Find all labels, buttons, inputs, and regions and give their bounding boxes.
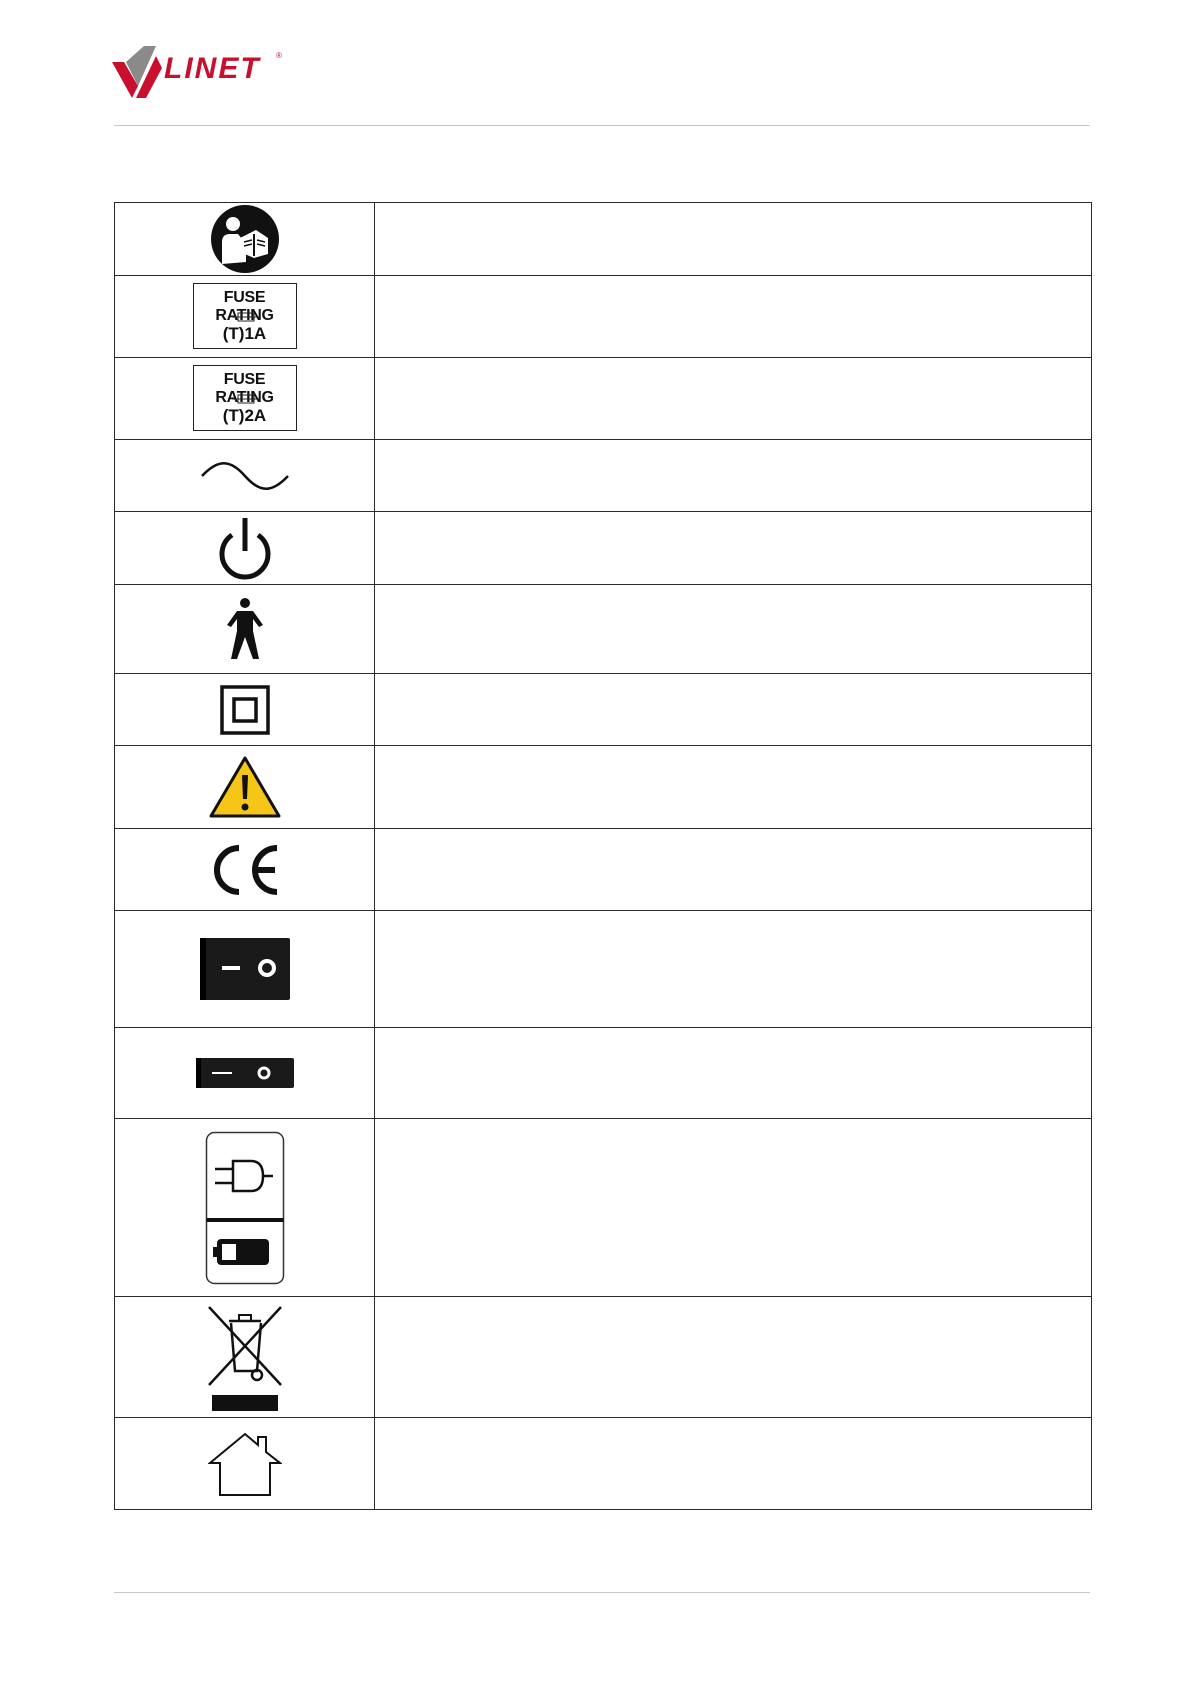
symbol-cell [115,746,375,829]
table-row [115,1418,1092,1510]
table-row [115,911,1092,1028]
table-row [115,203,1092,276]
symbol-cell [115,911,375,1028]
symbol-cell [115,1297,375,1418]
type-b-applied-part-icon [223,597,267,661]
description-cell [375,276,1092,358]
symbol-cell [115,674,375,746]
linet-logo [112,42,292,98]
fuse-rating-value: (T)2A [222,406,267,425]
table-row [115,746,1092,829]
fuse-rating-value: (T)1A [222,324,267,343]
registered-mark: ® [276,51,282,60]
symbol-cell [115,358,375,440]
fuse-rating-title: FUSE RATING [215,289,274,324]
description-cell [375,746,1092,829]
table-row [115,512,1092,585]
symbols-table [114,202,1092,1510]
table-row [115,1297,1092,1418]
fuse-rating-label [193,365,297,431]
symbol-cell [115,585,375,674]
power-standby-icon [215,515,275,581]
table-row [115,1119,1092,1297]
description-cell [375,203,1092,276]
main-switch-small-icon [196,1058,294,1088]
main-switch-large-icon [200,938,290,1000]
symbol-cell [115,276,375,358]
symbol-cell [115,440,375,512]
symbol-cell [115,512,375,585]
description-cell [375,1418,1092,1510]
symbol-cell [115,829,375,911]
description-cell [375,1297,1092,1418]
table-row [115,829,1092,911]
indoor-use-icon [208,1431,282,1497]
table-row [115,276,1092,358]
read-manual-icon [210,204,280,274]
ce-mark-icon [209,844,281,896]
description-cell [375,585,1092,674]
table-row [115,674,1092,746]
fuse-icon [232,312,260,322]
symbol-cell [115,203,375,276]
class-ii-equipment-icon [220,685,270,735]
table-row [115,358,1092,440]
mains-battery-indicator-icon [205,1131,285,1285]
description-cell [375,674,1092,746]
warning-triangle-icon [209,755,281,819]
fuse-icon [232,394,260,404]
fuse-rating-title: FUSE RATING [215,371,274,406]
description-cell [375,358,1092,440]
symbol-cell [115,1418,375,1510]
table-row [115,585,1092,674]
description-cell [375,911,1092,1028]
header-rule [114,125,1090,126]
description-cell [375,829,1092,911]
battery-icon [213,1239,269,1265]
symbol-cell [115,1119,375,1297]
description-cell [375,1028,1092,1119]
fuse-rating-label [193,283,297,349]
alternating-current-icon [200,461,290,491]
description-cell [375,512,1092,585]
symbol-cell [115,1028,375,1119]
description-cell [375,440,1092,512]
table-row [115,440,1092,512]
description-cell [375,1119,1092,1297]
footer-rule [114,1592,1090,1593]
table-row [115,1028,1092,1119]
brand-wordmark: LINET [164,52,261,85]
weee-disposal-icon [205,1303,285,1411]
